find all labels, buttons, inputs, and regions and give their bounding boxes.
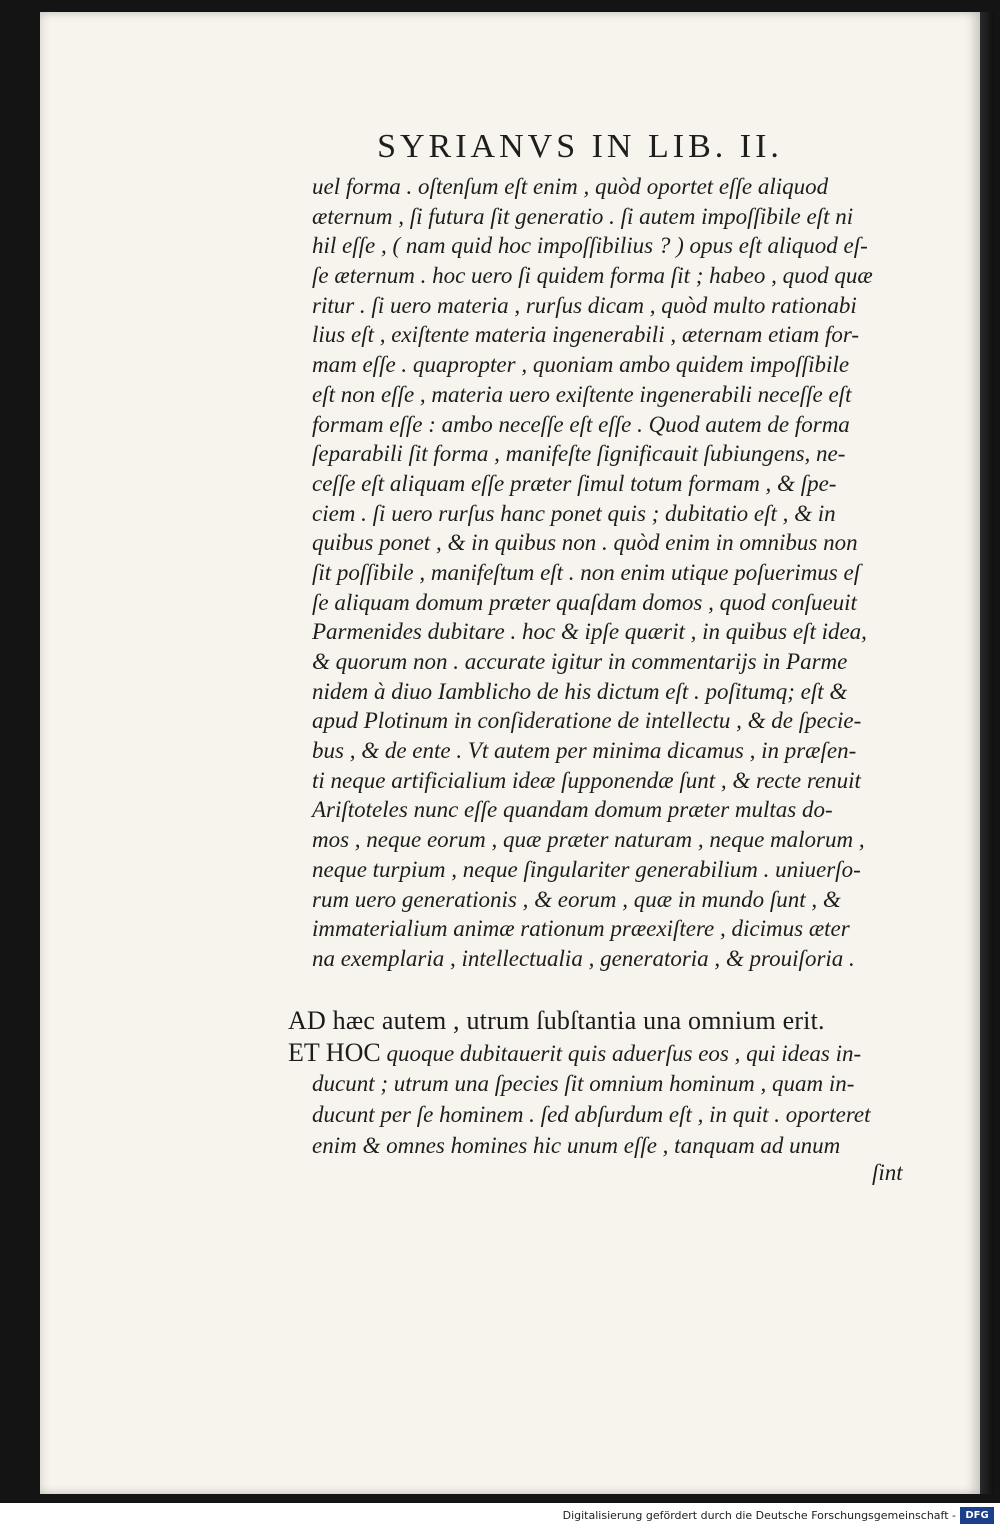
- text-line: uel forma . oſtenſum eſt enim , quòd oportet eſſe aliquod: [312, 174, 829, 199]
- lemma-line: AD hæc autem , utrum ſubſtantia una omnium erit.: [288, 1006, 825, 1035]
- text-line: æternum , ſi futura ſit generatio . ſi autem impoſſibile eſt ni: [312, 203, 854, 229]
- text-line: ti neque artificialium ideæ ſupponendæ ſunt , & recte renuit: [312, 767, 861, 793]
- text-line: ciem . ſi uero rurſus hanc ponet quis ; dubitatio eſt , & in: [312, 500, 836, 526]
- commentary-initial: ET HOC: [288, 1038, 381, 1067]
- commentary-line: enim & omnes homines hic unum eſſe , tanquam ad unum: [312, 1133, 841, 1158]
- text-line: immaterialium animæ rationum præexiſtere , dicimus æter: [312, 916, 850, 942]
- commentary-line: ducunt per ſe hominem . ſed abſurdum eſt , in quit . oporteret: [312, 1102, 871, 1127]
- text-line: neque turpium , neque ſingulariter generabilium . uniuerſo-: [312, 856, 861, 882]
- dfg-logo: DFG: [960, 1507, 994, 1524]
- text-line: bus , & de ente . Vt autem per minima dicamus , in præſen-: [312, 738, 857, 764]
- text-line: mam eſſe . quapropter , quoniam ambo quidem impoſſibile: [312, 352, 850, 378]
- commentary-first-line: [288, 1037, 918, 1068]
- commentary-line: ducunt ; utrum una ſpecies ſit omnium hominum , quam in-: [312, 1071, 855, 1096]
- commentary-block: [288, 1037, 918, 1161]
- text-line: lius eſt , exiſtente materia ingenerabili , æternam etiam for-: [312, 322, 859, 348]
- text-line: ſe æternum . hoc uero ſi quidem forma ſit ; habeo , quod quæ: [312, 263, 873, 289]
- funding-credit: Digitalisierung gefördert durch die Deutsche Forschungsgemeinschaft -: [562, 1509, 956, 1522]
- text-line: rum uero generationis , & eorum , quæ in mundo ſunt , &: [312, 886, 841, 912]
- book-edge: [980, 12, 994, 1494]
- text-line: ſe aliquam domum præter quaſdam domos , quod conſueuit: [312, 589, 857, 615]
- text-line: nidem à diuo Iamblicho de his dictum eſt . poſitumq; eſt &: [312, 678, 848, 704]
- catchword: ſint: [872, 1160, 903, 1185]
- text-line: eſt non eſſe , materia uero exiſtente ingenerabili neceſſe eſt: [312, 381, 852, 407]
- digitization-footer: [0, 1503, 1000, 1529]
- text-line: quibus ponet , & in quibus non . quòd enim in omnibus non: [312, 530, 858, 556]
- text-line: ceſſe eſt aliquam eſſe præter ſimul totum formam , & ſpe-: [312, 470, 837, 496]
- text-line: na exemplaria , intellectualia , generatoria , & prouiſoria .: [312, 945, 855, 971]
- text-line: hil eſſe , ( nam quid hoc impoſſibilius ? ) opus eſt aliquod eſ-: [312, 233, 868, 259]
- text-line: formam eſſe : ambo neceſſe eſt eſſe . Quod autem de forma: [312, 411, 850, 437]
- text-line: ſeparabili ſit forma , manifeſte ſignificauit ſubiungens, ne-: [312, 441, 846, 467]
- text-line: Ariſtoteles nunc eſſe quandam domum præter multas do-: [312, 797, 833, 823]
- text-line: Parmenides dubitare . hoc & ipſe quærit , in quibus eſt idea,: [312, 619, 867, 645]
- running-head: SYRIANVS IN LIB. II.: [377, 128, 783, 165]
- text-line: & quorum non . accurate igitur in commentarijs in Parme: [312, 649, 848, 674]
- commentary-first-line-text: quoque dubitauerit quis aduerſus eos , qui ideas in-: [386, 1041, 862, 1066]
- text-line: apud Plotinum in conſideratione de intellectu , & de ſpecie-: [312, 708, 862, 734]
- text-line: ritur . ſi uero materia , rurſus dicam , quòd multo rationabi: [312, 292, 857, 318]
- main-text-block: [312, 172, 912, 974]
- text-line: mos , neque eorum , quæ præter naturam , neque malorum ,: [312, 827, 865, 853]
- text-line: ſit poſſibile , manifeſtum eſt . non enim utique poſuerimus eſ: [312, 559, 861, 585]
